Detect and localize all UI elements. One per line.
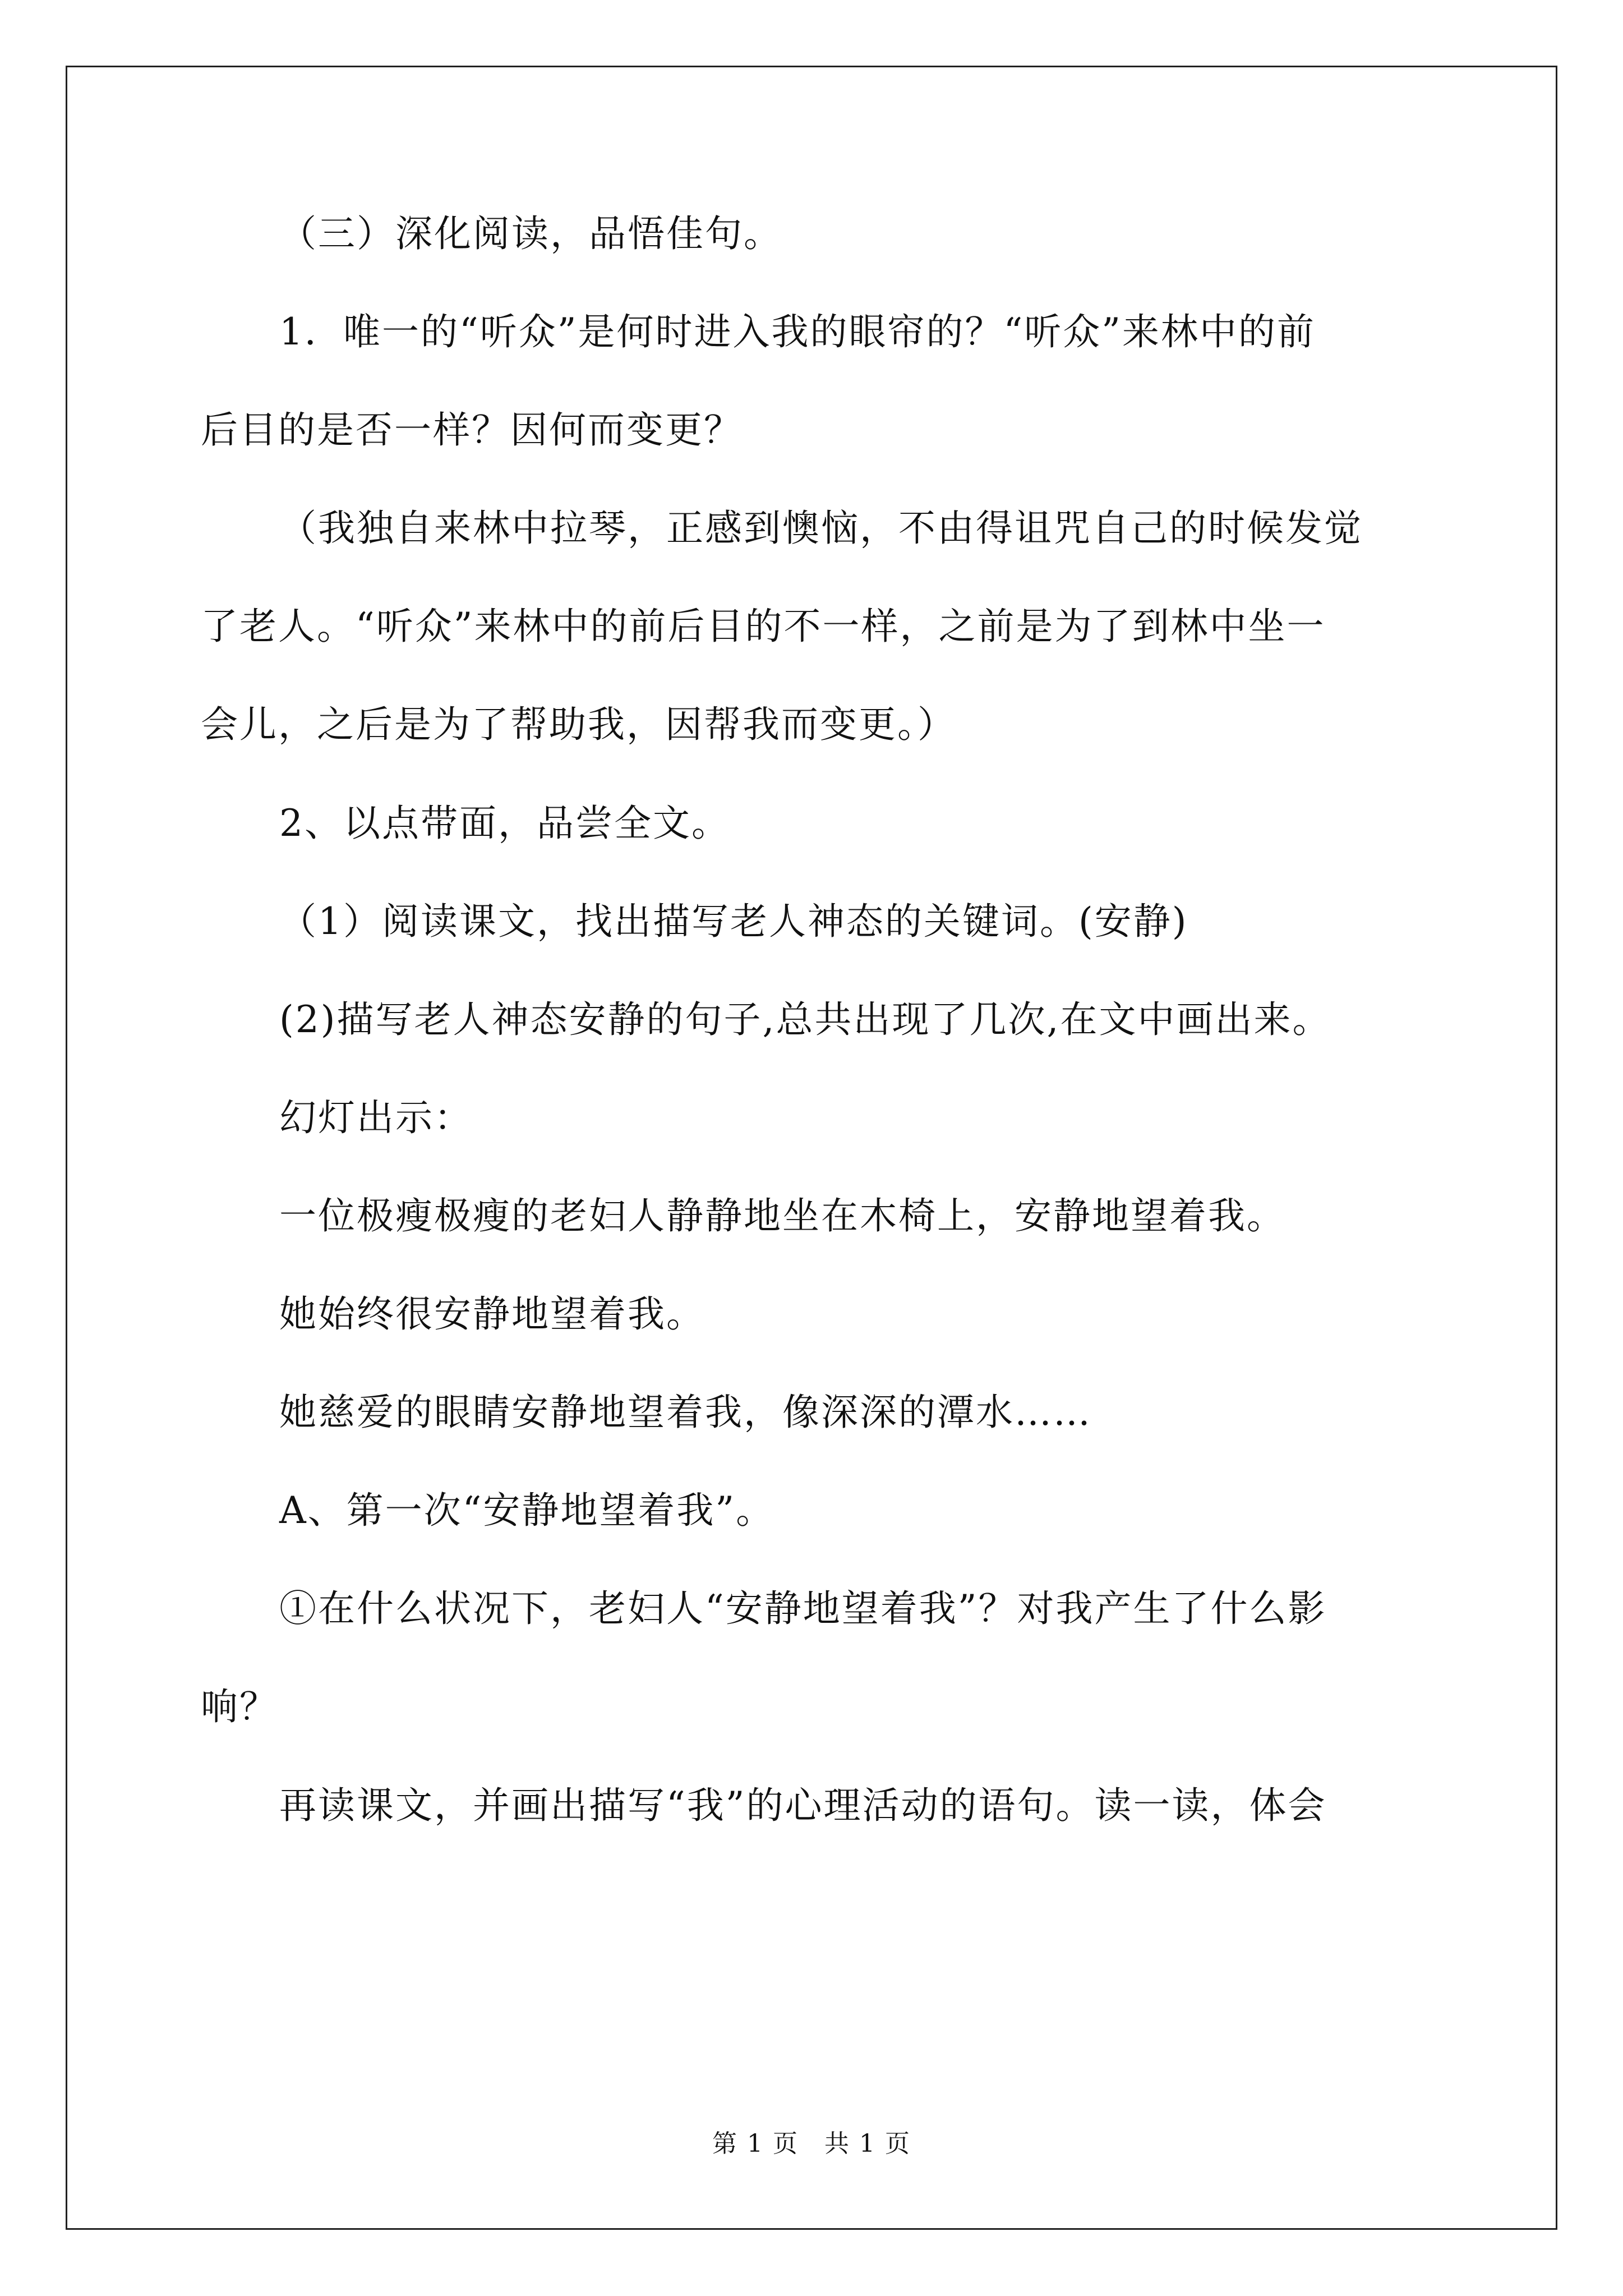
text-line: （三）深化阅读，品悟佳句。 [279, 212, 782, 255]
text-line: （我独自来林中拉琴，正感到懊恼，不由得诅咒自己的时候发觉 [279, 507, 1363, 550]
text-line: 了老人。“听众”来林中的前后目的不一样，之前是为了到林中坐一 [201, 605, 1326, 648]
text-line: 再读课文，并画出描写“我”的心理活动的语句。读一读，体会 [279, 1784, 1327, 1827]
text-line: 后目的是否一样？因何而变更？ [201, 408, 743, 452]
page-number-footer: 第 1 页 共 1 页 [712, 2129, 911, 2158]
text-line: （1）阅读课文，找出描写老人神态的关键词。(安静) [279, 900, 1188, 943]
text-line: ①在什么状况下，老妇人“安静地望着我”？对我产生了什么影 [279, 1587, 1327, 1630]
page-border [66, 66, 1557, 2230]
text-line: 会儿，之后是为了帮助我，因帮我而变更。） [201, 703, 956, 746]
text-line: A、第一次“安静地望着我”。 [279, 1489, 775, 1532]
text-line: (2)描写老人神态安静的句子,总共出现了几次,在文中画出来。 [279, 998, 1331, 1041]
text-line: 响？ [201, 1685, 278, 1728]
text-line: 幻灯出示： [279, 1096, 473, 1139]
text-line: 她慈爱的眼睛安静地望着我，像深深的潭水…… [279, 1391, 1092, 1434]
text-line: 2、以点带面，品尝全文。 [279, 802, 730, 845]
text-line: 一位极瘦极瘦的老妇人静静地坐在木椅上，安静地望着我。 [279, 1194, 1285, 1237]
text-line: 她始终很安静地望着我。 [279, 1292, 705, 1336]
text-line: 1．唯一的“听众”是何时进入我的眼帘的？“听众”来林中的前 [279, 310, 1316, 353]
